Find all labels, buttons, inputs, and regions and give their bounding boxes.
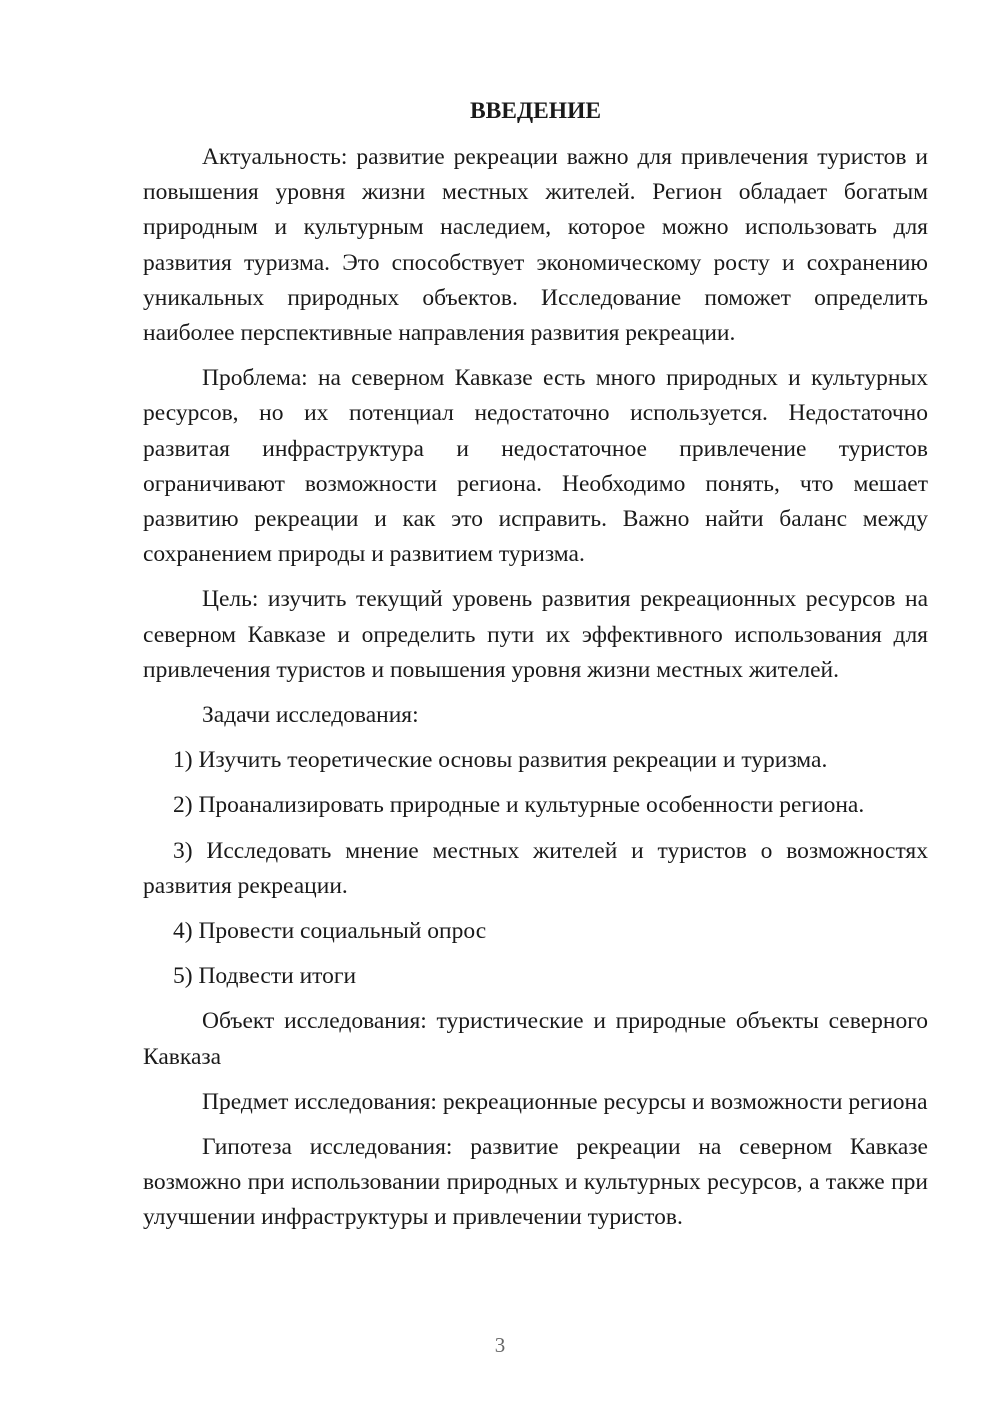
paragraph-hypothesis: Гипотеза исследования: развитие рекреации на северном Кавказе возможно при использовании природных и культурных ресурсов, а также при улучшении инфраструктуры и привлечении туристов. xyxy=(143,1134,928,1231)
paragraph-object: Объект исследования: туристические и природные объекты северного Кавказа xyxy=(143,1008,928,1070)
page-number: 3 xyxy=(494,1333,506,1357)
task-item-5: 5) Подвести итоги xyxy=(173,963,357,990)
task-item-2: 2) Проанализировать природные и культурные особенности региона. xyxy=(173,792,865,819)
page-title: ВВЕДЕНИЕ xyxy=(469,98,602,124)
paragraph-subject: Предмет исследования: рекреационные ресурсы и возможности региона xyxy=(202,1088,928,1115)
tasks-heading: Задачи исследования: xyxy=(202,702,419,729)
paragraph-relevance: Актуальность: развитие рекреации важно для привлечения туристов и повышения уровня жизни местных жителей. Регион обладает богатым природным и культурным наследием, которое можно использовать для развития туризма. Это способствует экономическому росту и сохранению уникальных природных объектов. Исследование поможет определить наиболее перспективные направления развития рекреации. xyxy=(143,144,928,347)
paragraph-goal: Цель: изучить текущий уровень развития рекреационных ресурсов на северном Кавказе и определить пути их эффективного использования для привлечения туристов и повышения уровня жизни местных жителей. xyxy=(143,586,928,683)
paragraph-problem: Проблема: на северном Кавказе есть много природных и культурных ресурсов, но их потенциал недостаточно используется. Недостаточно развитая инфраструктура и недостаточное привлечение туристов ограничивают возможности региона. Необходимо понять, что мешает развитию рекреации и как это исправить. Важно найти баланс между сохранением природы и развитием туризма. xyxy=(143,365,928,568)
task-item-1: 1) Изучить теоретические основы развития рекреации и туризма. xyxy=(173,747,828,774)
document-page xyxy=(143,92,928,1246)
task-item-3: 3) Исследовать мнение местных жителей и туристов о возможностях развития рекреации. xyxy=(143,837,928,899)
task-item-4: 4) Провести социальный опрос xyxy=(173,918,487,945)
